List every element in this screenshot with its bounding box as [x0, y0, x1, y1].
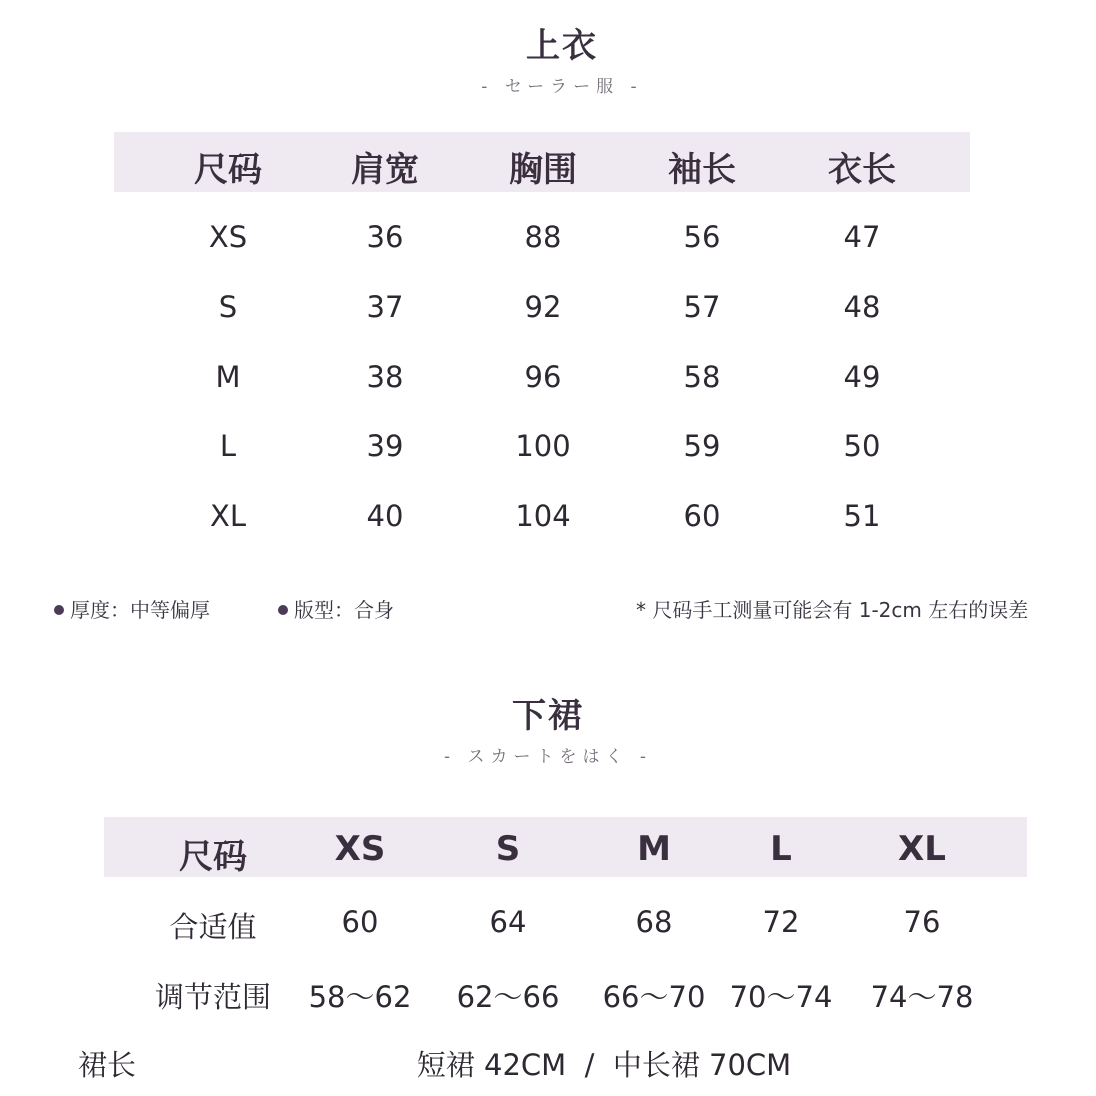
bottom-table-cell: 62～66 — [456, 980, 560, 1014]
measurement-disclaimer: * 尺码手工测量可能会有 1-2cm 左右的误差 — [636, 598, 1029, 622]
skirt-length-label: 裙长 — [78, 1048, 137, 1082]
top-section-subtitle: - セーラー服 - — [481, 77, 643, 97]
top-table-cell: 88 — [524, 220, 562, 254]
top-table-cell: 59 — [683, 429, 721, 463]
top-header-cell: 胸围 — [509, 150, 577, 190]
bottom-header-cell: XL — [898, 829, 946, 869]
top-table-cell: 100 — [515, 429, 571, 463]
top-section-title: 上衣 — [526, 26, 598, 66]
top-table-cell: 60 — [683, 499, 721, 533]
bottom-table-cell: 调节范围 — [154, 980, 272, 1014]
bottom-table-cell: 74～78 — [870, 980, 974, 1014]
bottom-header-cell: XS — [334, 829, 386, 869]
bottom-table-cell: 64 — [489, 905, 527, 939]
bullet-dot-icon — [278, 605, 288, 615]
bottom-section-subtitle: - スカートをはく - — [443, 747, 653, 767]
skirt-length-value: 短裙 42CM / 中长裙 70CM — [416, 1048, 792, 1082]
thickness-note — [54, 594, 210, 623]
top-header-cell: 肩宽 — [351, 150, 419, 190]
top-table-cell: M — [215, 360, 241, 394]
top-table-cell: XL — [209, 499, 247, 533]
bottom-table-cell: 60 — [341, 905, 379, 939]
thickness-text: 厚度：中等偏厚 — [70, 598, 210, 622]
top-header-cell: 衣长 — [828, 150, 896, 190]
top-header-cell: 尺码 — [194, 150, 262, 190]
fit-text: 版型：合身 — [294, 598, 394, 622]
top-table-cell: 38 — [366, 360, 404, 394]
top-table-cell: 104 — [515, 499, 571, 533]
top-table-cell: 39 — [366, 429, 404, 463]
bullet-dot-icon — [54, 605, 64, 615]
bottom-table-cell: 66～70 — [602, 980, 706, 1014]
top-table-cell: 50 — [843, 429, 881, 463]
top-table-cell: 36 — [366, 220, 404, 254]
bottom-table-cell: 76 — [903, 905, 941, 939]
top-table-cell: 58 — [683, 360, 721, 394]
bottom-header-cell: S — [495, 829, 521, 869]
top-table-cell: L — [219, 429, 237, 463]
bottom-table-cell: 70～74 — [729, 980, 833, 1014]
bottom-header-cell: L — [770, 829, 792, 869]
bottom-table-cell: 72 — [762, 905, 800, 939]
top-table-cell: 49 — [843, 360, 881, 394]
top-table-cell: 96 — [524, 360, 562, 394]
top-table-cell: 47 — [843, 220, 881, 254]
bottom-header-cell: 尺码 — [179, 837, 247, 877]
bottom-section-title: 下裙 — [512, 696, 584, 736]
top-table-cell: 48 — [843, 290, 881, 324]
top-table-cell: 40 — [366, 499, 404, 533]
bottom-table-cell: 68 — [635, 905, 673, 939]
top-table-cell: 51 — [843, 499, 881, 533]
top-table-cell: XS — [208, 220, 248, 254]
top-table-cell: 92 — [524, 290, 562, 324]
top-table-cell: 56 — [683, 220, 721, 254]
bottom-header-cell: M — [637, 829, 671, 869]
fit-note — [278, 594, 394, 623]
bottom-table-cell: 合适值 — [169, 910, 257, 944]
top-header-cell: 袖长 — [668, 150, 736, 190]
top-table-cell: 57 — [683, 290, 721, 324]
top-table-cell: S — [218, 290, 238, 324]
top-table-cell: 37 — [366, 290, 404, 324]
bottom-table-cell: 58～62 — [308, 980, 412, 1014]
